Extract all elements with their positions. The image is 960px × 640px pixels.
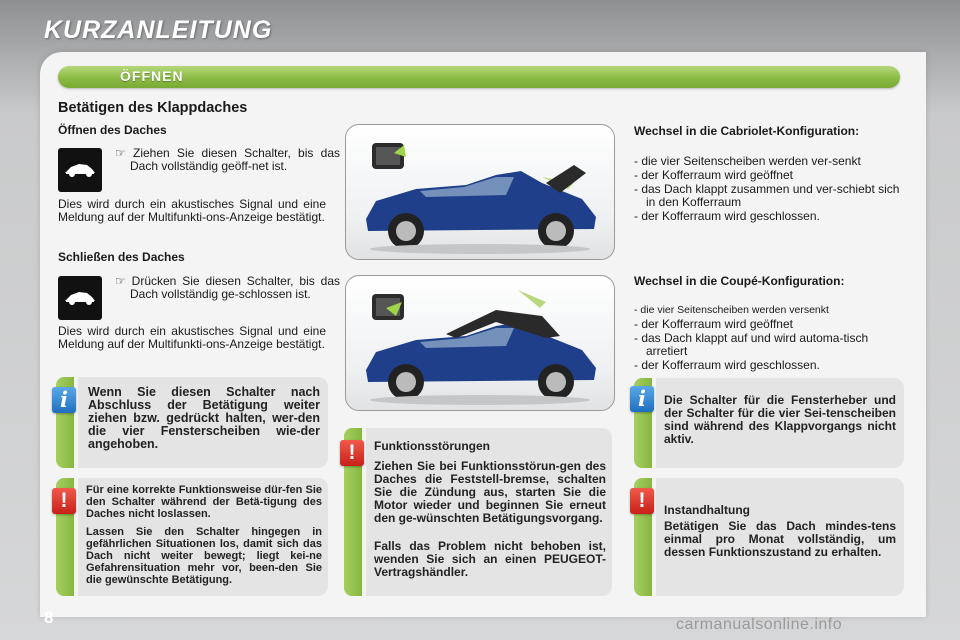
coupe-steps	[634, 304, 904, 373]
roof-switch-open-icon	[58, 148, 102, 192]
warn-right-text: Betätigen Sie das Dach mindes-tens einmal pro Monat vollständig, um dessen Funktionszustand zu erhalten.	[664, 519, 896, 559]
warning-box-right	[638, 478, 904, 596]
list-item: - der Kofferraum wird geschlossen.	[634, 209, 820, 223]
warning-icon: !	[630, 488, 654, 514]
open-heading: Öffnen des Daches	[58, 123, 167, 137]
page-number: 8	[44, 608, 54, 627]
warning-icon: !	[52, 488, 76, 514]
roof-switch-close-icon	[58, 276, 102, 320]
section-banner	[58, 66, 900, 88]
list-item: - der Kofferraum wird geöffnet	[634, 168, 793, 182]
watermark: carmanualsonline.info	[676, 616, 843, 633]
warn-mid-p1: Ziehen Sie bei Funktionsstörun-gen des Daches die Feststell-bremse, schalten Sie die Zündung aus, starten Sie die Motor wieder und beginnen Sie erneut den ge-wünschten Betätigungsvorgang.	[374, 459, 606, 525]
warn-right-title: Instandhaltung	[664, 503, 750, 517]
banner-label: ÖFFNEN	[120, 68, 184, 84]
close-heading: Schließen des Daches	[58, 250, 185, 264]
section-title: Betätigen des Klappdaches	[58, 100, 248, 116]
coupe-heading: Wechsel in die Coupé-Konfiguration:	[634, 274, 845, 288]
list-item: - die vier Seitenscheiben werden ver-senkt	[634, 154, 861, 168]
close-instruction: ☞ Drücken Sie diesen Schalter, bis das Dach vollständig ge-schlossen ist.	[115, 274, 340, 301]
info-icon: i	[630, 386, 654, 412]
warning-icon: !	[340, 440, 364, 466]
list-item: - das Dach klappt auf und wird automa-tisch arretiert	[634, 331, 869, 358]
close-confirm: Dies wird durch ein akustisches Signal und eine Meldung auf der Multifunkti-ons-Anzeige bestätigt.	[58, 324, 326, 351]
car-coupe-image	[345, 275, 615, 411]
page-title: KURZANLEITUNG	[44, 16, 273, 44]
list-item: - die vier Seitenscheiben werden versenkt	[634, 304, 829, 316]
warn-left-p2: Lassen Sie den Schalter hingegen in gefährlichen Situationen los, damit sich das Dach nicht weiter bewegt; liegt kei-ne Gefahrensituation mehr vor, been-den Sie die gewünschte Betätigung.	[86, 526, 322, 586]
info-right-text: Die Schalter für die Fensterheber und der Schalter für die vier Sei-tenscheiben sind während des Klappvorgangs nicht aktiv.	[664, 393, 896, 446]
warn-mid-title: Funktionsstörungen	[374, 439, 490, 453]
info-box-right	[638, 378, 904, 468]
warning-box-left	[60, 478, 328, 596]
list-item: - das Dach klappt zusammen und ver-schiebt sich in den Kofferraum	[634, 182, 900, 209]
info-box-left	[60, 377, 328, 468]
warn-left-p1: Für eine korrekte Funktionsweise dür-fen Sie den Schalter während der Betä-tigung des Daches nicht loslassen.	[86, 484, 322, 520]
cabrio-steps	[634, 155, 902, 224]
open-instruction: ☞ Ziehen Sie diesen Schalter, bis das Dach vollständig geöff-net ist.	[115, 146, 340, 173]
warn-mid-p2: Falls das Problem nicht behoben ist, wenden Sie sich an einen PEUGEOT-Vertragshändler.	[374, 539, 606, 579]
list-item: - der Kofferraum wird geschlossen.	[634, 358, 820, 372]
car-cabrio-image	[345, 124, 615, 260]
info-left-text: Wenn Sie diesen Schalter nach Abschluss der Betätigung weiter ziehen bzw. gedrückt halten, wer-den die vier Fensterscheiben wie-der angehoben.	[88, 385, 320, 451]
info-icon: i	[52, 387, 76, 413]
open-confirm: Dies wird durch ein akustisches Signal und eine Meldung auf der Multifunkti-ons-Anzeige bestätigt.	[58, 197, 326, 224]
warning-box-middle	[348, 428, 612, 596]
cabrio-heading: Wechsel in die Cabriolet-Konfiguration:	[634, 124, 860, 138]
list-item: - der Kofferraum wird geöffnet	[634, 317, 793, 331]
